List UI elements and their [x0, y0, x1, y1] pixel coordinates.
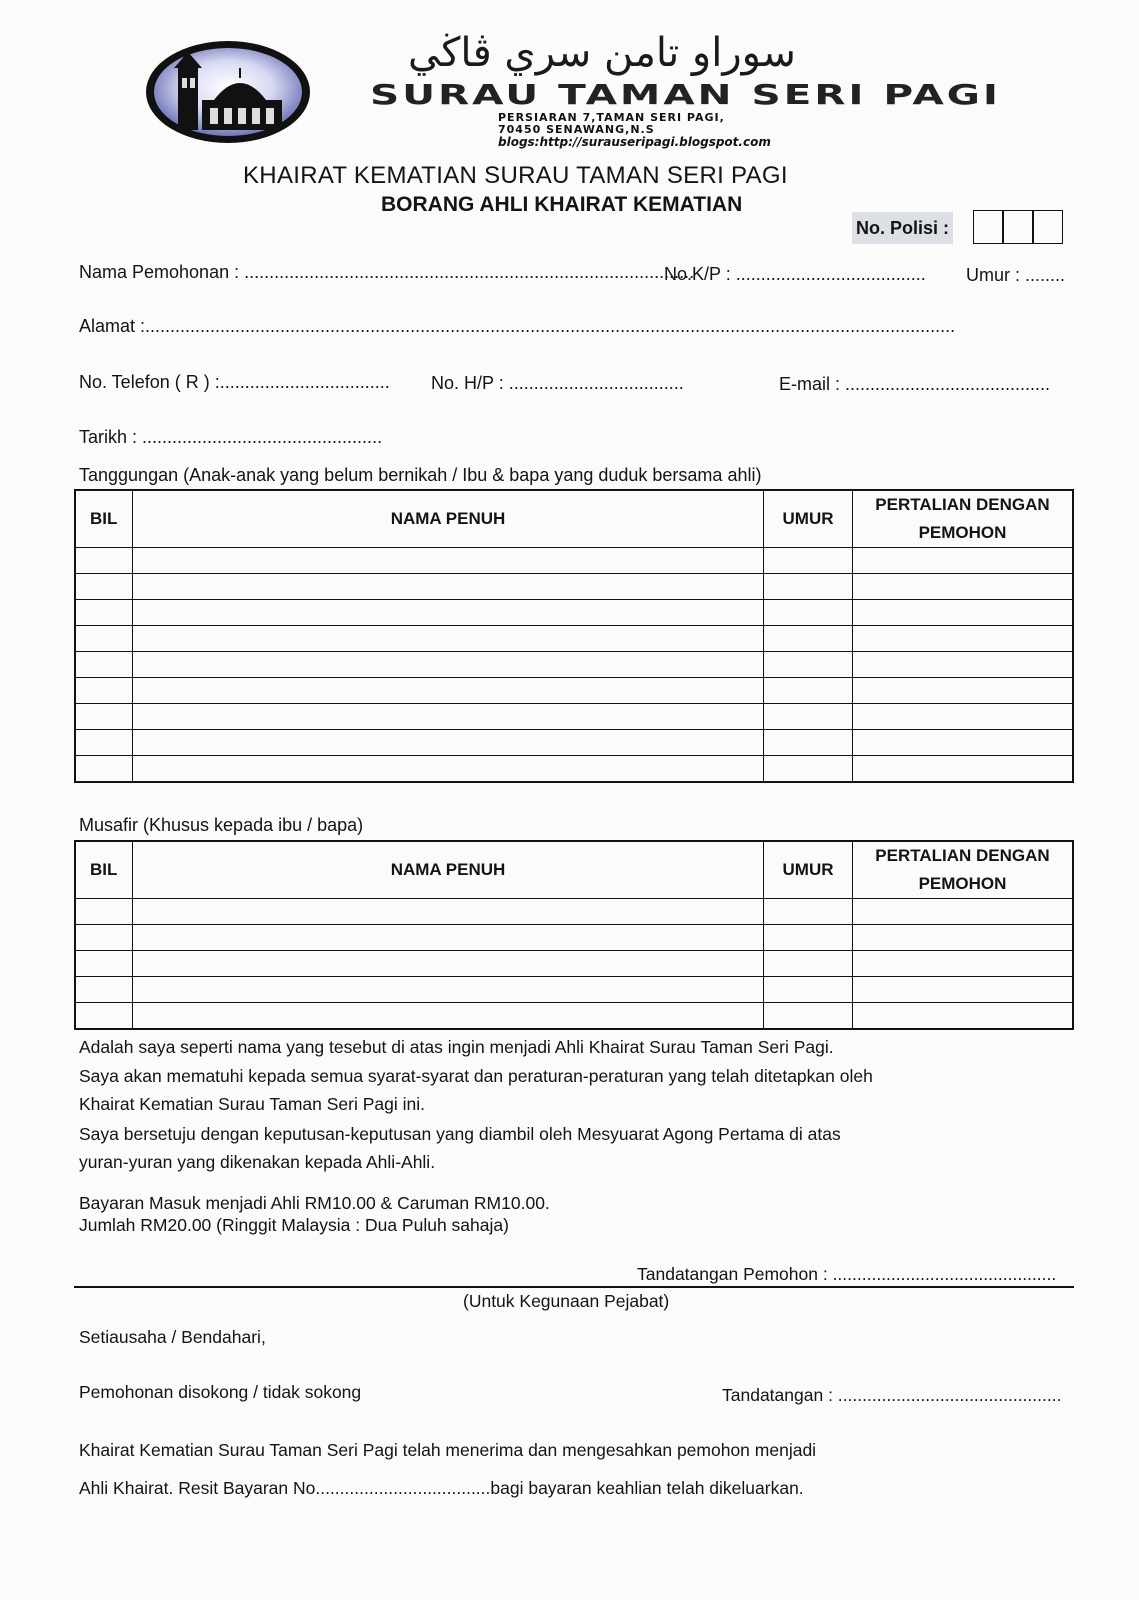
- cell-nama[interactable]: [133, 756, 764, 783]
- cell-nama[interactable]: [133, 548, 764, 574]
- table-row: [75, 899, 1073, 925]
- table-row: [75, 1003, 1073, 1030]
- cell-bil[interactable]: [75, 1003, 133, 1030]
- polisi-label-box: [852, 212, 953, 244]
- table-row: [75, 704, 1073, 730]
- field-umur[interactable]: Umur : ........: [966, 265, 1066, 285]
- tanggungan-table: [74, 489, 1074, 783]
- column-header-nama: NAMA PENUH: [133, 841, 764, 899]
- table-row: [75, 730, 1073, 756]
- cell-umur[interactable]: [764, 730, 853, 756]
- column-header-nama: NAMA PENUH: [133, 490, 764, 548]
- table-row: [75, 652, 1073, 678]
- table-header-row: [75, 841, 1073, 899]
- field-hp[interactable]: No. H/P : ...................................: [431, 373, 684, 393]
- table-row: [75, 600, 1073, 626]
- cell-umur[interactable]: [764, 951, 853, 977]
- cell-pertalian[interactable]: [853, 626, 1074, 652]
- cell-nama[interactable]: [133, 977, 764, 1003]
- column-header-bil: BIL: [75, 490, 133, 548]
- declaration-line: Saya bersetuju dengan keputusan-keputusan yang diambil oleh Mesyuarat Agong Pertama di atas: [79, 1124, 841, 1144]
- cell-pertalian[interactable]: [853, 977, 1074, 1003]
- cell-umur[interactable]: [764, 548, 853, 574]
- polisi-digit-box[interactable]: [973, 210, 1003, 244]
- table-row: [75, 626, 1073, 652]
- cell-bil[interactable]: [75, 704, 133, 730]
- polisi-label: No. Polisi :: [856, 218, 950, 238]
- support-status[interactable]: Pemohonan disokong / tidak sokong: [79, 1382, 362, 1402]
- cell-umur[interactable]: [764, 899, 853, 925]
- cell-nama[interactable]: [133, 600, 764, 626]
- cell-bil[interactable]: [75, 548, 133, 574]
- cell-pertalian[interactable]: [853, 925, 1074, 951]
- form-subtitle: BORANG AHLI KHAIRAT KEMATIAN: [381, 193, 743, 216]
- cell-umur[interactable]: [764, 704, 853, 730]
- cell-umur[interactable]: [764, 652, 853, 678]
- declaration-line: Khairat Kematian Surau Taman Seri Pagi ini.: [79, 1094, 425, 1114]
- cell-nama[interactable]: [133, 899, 764, 925]
- cell-nama[interactable]: [133, 730, 764, 756]
- address-line-1: PERSIARAN 7,TAMAN SERI PAGI,: [498, 111, 725, 124]
- column-header-pertalian: PERTALIAN DENGAN PEMOHON: [853, 841, 1074, 899]
- cell-pertalian[interactable]: [853, 1003, 1074, 1030]
- declaration-line: Saya akan mematuhi kepada semua syarat-syarat dan peraturan-peraturan yang telah ditetapkan oleh: [79, 1066, 873, 1086]
- confirmation-line-2[interactable]: Ahli Khairat. Resit Bayaran No....................................bagi bayaran keahlian telah dikeluarkan.: [79, 1478, 804, 1498]
- office-use-heading: (Untuk Kegunaan Pejabat): [463, 1291, 670, 1311]
- field-telefon[interactable]: No. Telefon ( R ) :..................................: [79, 372, 390, 392]
- table-row: [75, 756, 1073, 783]
- cell-pertalian[interactable]: [853, 730, 1074, 756]
- column-header-umur: UMUR: [764, 841, 853, 899]
- cell-bil[interactable]: [75, 626, 133, 652]
- cell-umur[interactable]: [764, 678, 853, 704]
- declaration-line: Adalah saya seperti nama yang tesebut di atas ingin menjadi Ahli Khairat Surau Taman Seri Pagi.: [79, 1037, 834, 1057]
- cell-bil[interactable]: [75, 678, 133, 704]
- table-header-row: [75, 490, 1073, 548]
- cell-nama[interactable]: [133, 951, 764, 977]
- column-header-bil: BIL: [75, 841, 133, 899]
- cell-pertalian[interactable]: [853, 678, 1074, 704]
- field-nama-pemohon[interactable]: Nama Pemohonan : ..........................................................................................: [79, 262, 695, 282]
- applicant-signature-field[interactable]: Tandatangan Pemohon : ..............................................: [637, 1264, 1057, 1284]
- table-row: [75, 548, 1073, 574]
- cell-nama[interactable]: [133, 626, 764, 652]
- table-row: [75, 574, 1073, 600]
- cell-pertalian[interactable]: [853, 600, 1074, 626]
- confirmation-line-1: Khairat Kematian Surau Taman Seri Pagi telah menerima dan mengesahkan pemohon menjadi: [79, 1440, 817, 1460]
- payment-line-1: Bayaran Masuk menjadi Ahli RM10.00 & Caruman RM10.00.: [79, 1193, 550, 1213]
- surau-name: SURAU TAMAN SERI PAGI: [370, 78, 1001, 111]
- cell-umur[interactable]: [764, 925, 853, 951]
- payment-line-2: Jumlah RM20.00 (Ringgit Malaysia : Dua Puluh sahaja): [79, 1215, 509, 1235]
- cell-bil[interactable]: [75, 951, 133, 977]
- tanggungan-caption: Tanggungan (Anak-anak yang belum bernikah / Ibu & bapa yang duduk bersama ahli): [79, 465, 762, 485]
- cell-nama[interactable]: [133, 925, 764, 951]
- surau-logo: [144, 38, 312, 146]
- cell-pertalian[interactable]: [853, 756, 1074, 783]
- field-no-kp[interactable]: No.K/P : ......................................: [664, 264, 926, 284]
- column-header-umur: UMUR: [764, 490, 853, 548]
- cell-bil[interactable]: [75, 600, 133, 626]
- form-title: KHAIRAT KEMATIAN SURAU TAMAN SERI PAGI: [243, 162, 788, 189]
- field-email[interactable]: E-mail : .........................................: [779, 374, 1051, 394]
- cell-pertalian[interactable]: [853, 704, 1074, 730]
- table-row: [75, 925, 1073, 951]
- cell-pertalian[interactable]: [853, 899, 1074, 925]
- table-row: [75, 977, 1073, 1003]
- address-line-2: 70450 SENAWANG,N.S: [498, 123, 655, 136]
- polisi-digit-box[interactable]: [1033, 210, 1063, 244]
- cell-pertalian[interactable]: [853, 548, 1074, 574]
- field-tarikh[interactable]: Tarikh : ................................................: [79, 427, 383, 447]
- cell-umur[interactable]: [764, 756, 853, 783]
- table-row: [75, 678, 1073, 704]
- cell-pertalian[interactable]: [853, 951, 1074, 977]
- cell-umur[interactable]: [764, 1003, 853, 1030]
- musafir-table: [74, 840, 1074, 1030]
- cell-bil[interactable]: [75, 899, 133, 925]
- musafir-caption: Musafir (Khusus kepada ibu / bapa): [79, 815, 364, 835]
- office-divider: [74, 1286, 1074, 1288]
- cell-bil[interactable]: [75, 652, 133, 678]
- cell-umur[interactable]: [764, 600, 853, 626]
- cell-bil[interactable]: [75, 977, 133, 1003]
- cell-umur[interactable]: [764, 626, 853, 652]
- cell-bil[interactable]: [75, 756, 133, 783]
- declaration-line: yuran-yuran yang dikenakan kepada Ahli-Ahli.: [79, 1152, 436, 1172]
- secretary-label: Setiausaha / Bendahari,: [79, 1327, 266, 1347]
- cell-pertalian[interactable]: [853, 574, 1074, 600]
- cell-bil[interactable]: [75, 574, 133, 600]
- cell-nama[interactable]: [133, 652, 764, 678]
- cell-umur[interactable]: [764, 574, 853, 600]
- polisi-digit-box[interactable]: [1003, 210, 1033, 244]
- cell-nama[interactable]: [133, 678, 764, 704]
- office-signature-field[interactable]: Tandatangan : ..............................................: [722, 1385, 1062, 1405]
- cell-bil[interactable]: [75, 925, 133, 951]
- field-alamat[interactable]: Alamat :..................................................................................................................................................................: [79, 316, 956, 336]
- cell-bil[interactable]: [75, 730, 133, 756]
- table-row: [75, 951, 1073, 977]
- cell-nama[interactable]: [133, 574, 764, 600]
- blog-url: blogs:http://surauseripagi.blogspot.com: [498, 135, 771, 149]
- cell-pertalian[interactable]: [853, 652, 1074, 678]
- cell-nama[interactable]: [133, 1003, 764, 1030]
- cell-nama[interactable]: [133, 704, 764, 730]
- cell-umur[interactable]: [764, 977, 853, 1003]
- column-header-pertalian: PERTALIAN DENGAN PEMOHON: [853, 490, 1074, 548]
- arabic-name: سوراو تامن سري ڤاڬي: [408, 30, 796, 76]
